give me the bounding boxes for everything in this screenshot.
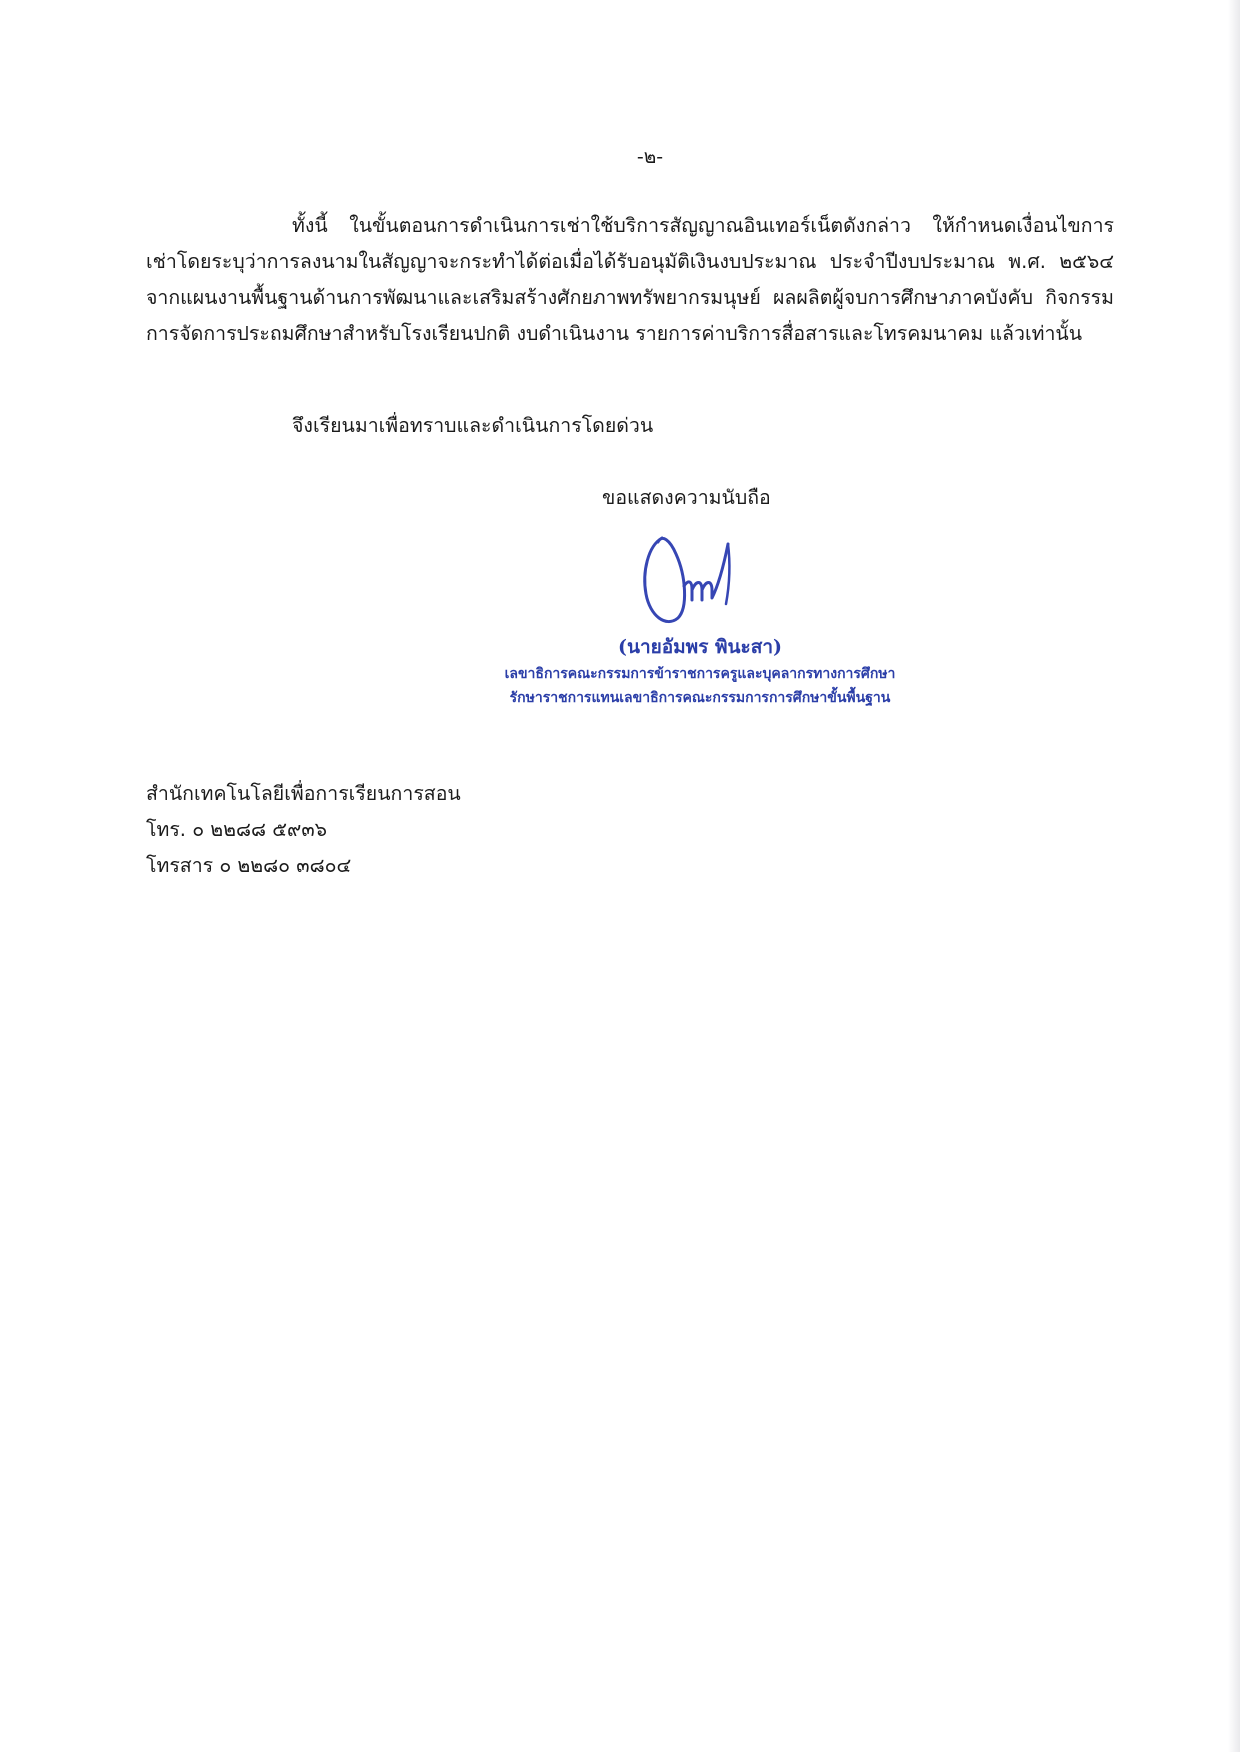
paragraph-text: ทั้งนี้ ในขั้นตอนการดำเนินการเช่าใช้บริการสัญญาณอินเทอร์เน็ตดังกล่าว ให้กำหนดเงื่อนไขการเช่าโดยระบุว่าการลงนามในสัญญาจะกระทำได้ต่อเมื่อได้รับอนุมัติเงินงบประมาณ ประจำปีงบประมาณ พ.ศ. ๒๕๖๔ จากแผนงานพื้นฐานด้านการพัฒนาและเสริมสร้างศักยภาพทรัพยากรมนุษย์ ผลผลิตผู้จบการศึกษาภาคบังคับ กิจกรรมการจัดการประถมศึกษาสำหรับโรงเรียนปกติ งบดำเนินงาน รายการค่าบริการสื่อสารและโทรคมนาคม แล้วเท่านั้น bbox=[146, 214, 1114, 345]
page-edge-shadow bbox=[1228, 0, 1240, 1752]
contact-block bbox=[146, 776, 461, 884]
office-name: สำนักเทคโนโลยีเพื่อการเรียนการสอน bbox=[146, 782, 461, 805]
body-paragraph-request bbox=[146, 408, 1114, 444]
page-number: -๒- bbox=[636, 146, 664, 168]
signer-title-line2: รักษาราชการแทนเลขาธิการคณะกรรมการการศึกษาขั้นพื้นฐาน bbox=[509, 690, 891, 706]
closing-salutation: ขอแสดงความนับถือ bbox=[602, 486, 771, 509]
phone-number: โทร. ๐ ๒๒๘๘ ๕๙๓๖ bbox=[146, 818, 328, 841]
handwritten-signature bbox=[636, 520, 756, 632]
fax-number: โทรสาร ๐ ๒๒๘๐ ๓๘๐๔ bbox=[146, 854, 352, 877]
paragraph-text: จึงเรียนมาเพื่อทราบและดำเนินการโดยด่วน bbox=[292, 414, 654, 437]
signer-name: (นายอัมพร พินะสา) bbox=[617, 636, 783, 658]
signer-block bbox=[460, 632, 940, 710]
signer-title-line1: เลขาธิการคณะกรรมการข้าราชการครูและบุคลากรทางการศึกษา bbox=[504, 666, 896, 682]
body-paragraph-conditions bbox=[146, 208, 1114, 352]
